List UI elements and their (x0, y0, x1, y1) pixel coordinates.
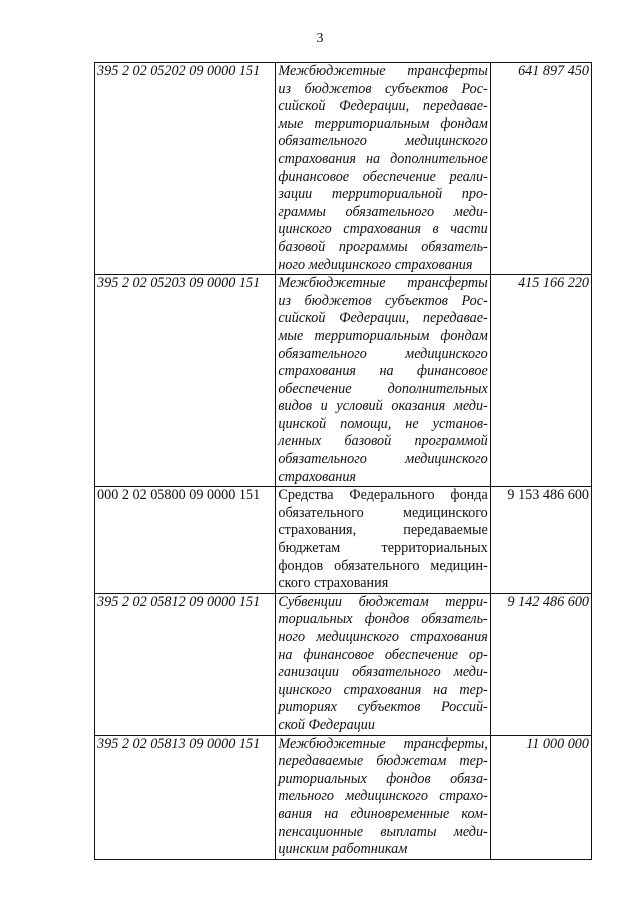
description-line: сийской Федерации, передавае- (278, 98, 488, 115)
description-line: цинского страхования в части (278, 221, 488, 238)
description-line: ского страхования (278, 575, 389, 592)
budget-code-cell: 395 2 02 05202 09 0000 151 (95, 63, 276, 275)
description-line: из бюджетов субъектов Рос- (278, 80, 488, 97)
amount-cell: 9 142 486 600 (490, 593, 591, 735)
amount-cell: 11 000 000 (490, 735, 591, 859)
description-line: зации территориальной про- (278, 186, 488, 203)
description-line: ской Федерации (278, 716, 375, 733)
description-line: ториальных фондов обязатель- (278, 611, 488, 628)
description-line: обязательного медицинского (278, 451, 488, 468)
description-line: Средства Федерального фонда (278, 487, 488, 504)
description-line: Межбюджетные трансферты (278, 63, 488, 79)
description-line: мые территориальным фондам (278, 327, 488, 344)
description-line: страхования, передаваемые (278, 522, 488, 539)
budget-code-cell: 395 2 02 05812 09 0000 151 (95, 593, 276, 735)
description-line: ного медицинского страхования (278, 629, 488, 645)
description-line: финансовое обеспечение реали- (278, 168, 488, 185)
description-line: вания на единовременные ком- (278, 805, 488, 822)
description-line: цинским работникам (278, 841, 408, 858)
description-cell (276, 487, 490, 594)
description-cell (276, 593, 490, 735)
description-line: тельного медицинского страхо- (278, 788, 488, 805)
description-line: пенсационные выплаты меди- (278, 823, 488, 840)
table-row (95, 487, 592, 594)
table-row (95, 735, 592, 859)
description-line: на финансовое обеспечение ор- (278, 646, 488, 663)
description-line: мые территориальным фондам (278, 115, 488, 132)
budget-code-cell: 395 2 02 05203 09 0000 151 (95, 275, 276, 487)
table-row (95, 63, 592, 275)
description-cell (276, 735, 490, 859)
description-line: ленных базовой программой (278, 433, 488, 450)
description-line: страхования на дополнительное (278, 150, 488, 167)
description-line: обязательного медицинского (278, 133, 488, 150)
amount-cell: 9 153 486 600 (490, 487, 591, 594)
description-line: обязательного медицинского (278, 504, 488, 521)
description-line: граммы обязательного меди- (278, 203, 488, 220)
description-line: страхования на финансовое (278, 363, 488, 380)
description-cell (276, 275, 490, 487)
page-number: 3 (316, 31, 324, 46)
description-line: цинской помощи, не установ- (278, 415, 488, 432)
table-row (95, 275, 592, 487)
description-cell (276, 63, 490, 275)
table-body (95, 63, 592, 860)
budget-code-cell: 000 2 02 05800 09 0000 151 (95, 487, 276, 594)
description-line: видов и условий оказания меди- (278, 398, 488, 415)
table-row (95, 593, 592, 735)
description-line: риториальных фондов обяза- (278, 770, 488, 787)
amount-cell: 641 897 450 (490, 63, 591, 275)
description-line: фондов обязательного медицин- (278, 557, 488, 574)
amount-cell: 415 166 220 (490, 275, 591, 487)
description-line: Межбюджетные трансферты (278, 275, 488, 292)
budget-code-cell: 395 2 02 05813 09 0000 151 (95, 735, 276, 859)
budget-table (94, 62, 592, 860)
description-line: сийской Федерации, передавае- (278, 310, 488, 327)
description-line: из бюджетов субъектов Рос- (278, 292, 488, 309)
description-line: ганизации обязательного меди- (278, 664, 488, 681)
description-line: Межбюджетные трансферты, (278, 735, 488, 752)
description-line: цинского страхования на тер- (278, 681, 488, 698)
description-line: Субвенции бюджетам терри- (278, 593, 488, 610)
description-line: бюджетам территориальных (278, 540, 488, 557)
description-line: обязательного медицинского (278, 345, 488, 362)
description-line: передаваемые бюджетам тер- (278, 753, 488, 770)
description-line: базовой программы обязатель- (278, 238, 488, 255)
description-line: риториях субъектов Россий- (278, 699, 488, 716)
description-line: страхования (278, 468, 357, 485)
description-line: ного медицинского страхования (278, 256, 473, 273)
description-line: обеспечение дополнительных (278, 380, 488, 397)
